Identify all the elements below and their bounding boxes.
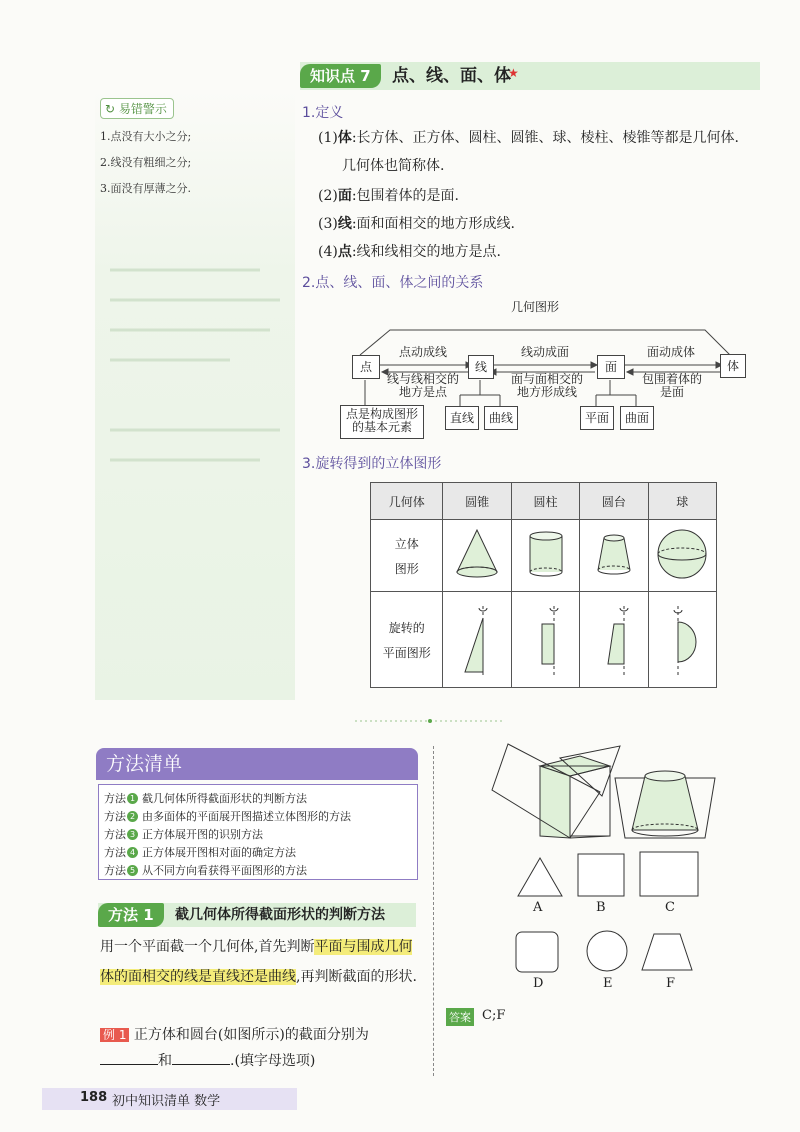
diagram-face-box: 面	[597, 355, 625, 379]
diagram-solid-box: 体	[720, 354, 746, 378]
answer-shapes-figure	[510, 850, 730, 990]
cone-plane-cell	[443, 592, 511, 688]
diagram-curve-box: 曲线	[484, 406, 518, 430]
cube-cut-figure	[490, 738, 730, 858]
diagram-top-label: 几何图形	[510, 300, 559, 314]
star-icon: ★	[508, 66, 519, 80]
para-text: ,再判断截面的形状.	[296, 969, 417, 985]
table-header: 圆台	[580, 483, 648, 520]
table-header: 圆锥	[443, 483, 511, 520]
section-divider	[355, 719, 505, 723]
frustum-plane-cell	[580, 592, 648, 688]
section-heading-definition: 1.定义	[302, 105, 344, 121]
warning-item-2: 2.线没有粗细之分;	[100, 156, 192, 169]
method-label: 方法	[104, 792, 126, 805]
table-header: 圆柱	[511, 483, 579, 520]
frustum-icon	[584, 524, 644, 584]
refresh-icon: ↻	[105, 102, 116, 116]
diagram-point-definition-box: 点是构成图形的基本元素	[340, 405, 424, 439]
method-list-item	[104, 808, 351, 824]
answer-blank-2[interactable]	[172, 1050, 230, 1065]
row-label-solid	[371, 520, 443, 592]
circle-shape	[587, 931, 627, 971]
definition-point	[318, 242, 501, 262]
method-number-icon: 5	[127, 865, 138, 876]
diagram-line-box: 线	[468, 355, 494, 379]
method-list-item	[104, 826, 263, 842]
def-text: :线和线相交的地方是点.	[351, 244, 502, 260]
trapezoid-shape	[642, 934, 692, 970]
cone-solid-cell	[443, 520, 511, 592]
knowledge-point-badge: 知识点 7	[300, 64, 381, 88]
answer-badge: 答案	[446, 1008, 474, 1026]
method-text: 截几何体所得截面形状的判断方法	[142, 792, 307, 805]
triangle-shape	[518, 858, 562, 896]
def-num: (2)	[318, 188, 338, 204]
semicircle-rotation-icon	[652, 596, 712, 680]
method-list-item	[104, 862, 307, 878]
def-num: (3)	[318, 216, 338, 232]
diagram-plane-box: 平面	[580, 406, 614, 430]
shape-label-e: E	[603, 976, 613, 991]
cylinder-icon	[516, 524, 576, 584]
definition-solid	[318, 128, 739, 148]
row-label-line: 图形	[394, 561, 419, 576]
method-label: 方法	[104, 810, 126, 823]
example-badge: 例 1	[100, 1028, 129, 1042]
def-term: 体	[337, 130, 352, 146]
answer-text: C;F	[482, 1008, 506, 1023]
sphere-solid-cell	[648, 520, 716, 592]
def-text: :面和面相交的地方形成线.	[351, 216, 516, 232]
row-label-line: 旋转的	[388, 620, 425, 635]
table-header: 几何体	[371, 483, 443, 520]
rectangle-shape	[640, 852, 698, 896]
method-1-badge: 方法 1	[98, 903, 164, 927]
diagram-back-face-to-line: 面与面相交的地方形成线	[510, 372, 583, 399]
method-label: 方法	[104, 846, 126, 859]
sphere-plane-cell	[648, 592, 716, 688]
shape-label-d: D	[533, 976, 544, 991]
def-num: (4)	[318, 244, 338, 260]
column-divider	[433, 746, 434, 1076]
method-label: 方法	[104, 864, 126, 877]
method-number-icon: 4	[127, 847, 138, 858]
diagram-point-box: 点	[352, 355, 380, 379]
def-num: (1)	[318, 130, 338, 146]
example-text: 正方体和圆台(如图所示)的截面分别为	[133, 1027, 369, 1043]
highlighted-text: 平面与围成几何体的面相交的线是直线还是曲线	[100, 939, 413, 985]
rounded-square-shape	[516, 932, 558, 972]
answer-blank-1[interactable]	[100, 1050, 158, 1065]
warning-label: 易错警示	[118, 102, 167, 116]
row-label-plane	[371, 592, 443, 688]
def-term: 线	[337, 216, 352, 232]
cylinder-solid-cell	[511, 520, 579, 592]
method-text: 正方体展开图相对面的确定方法	[142, 846, 296, 859]
warning-item-3: 3.面没有厚薄之分.	[100, 182, 191, 195]
method-1-title: 截几何体所得截面形状的判断方法	[175, 907, 385, 923]
diagram-edge-face-to-solid: 面动成体	[646, 345, 695, 359]
method-number-icon: 3	[127, 829, 138, 840]
def-term: 面	[337, 188, 352, 204]
method-text: 正方体展开图的识别方法	[142, 828, 263, 841]
diagram-back-solid-to-face: 包围着体的是面	[642, 372, 703, 399]
method-label: 方法	[104, 828, 126, 841]
book-title: 初中知识清单 数学	[112, 1094, 221, 1109]
rotation-table	[370, 482, 717, 688]
shape-label-c: C	[665, 900, 675, 915]
para-text: 用一个平面截一个几何体,首先判断	[100, 939, 315, 955]
example-1	[100, 1022, 425, 1074]
def-text: :长方体、正方体、圆柱、圆锥、球、棱柱、棱锥等都是几何体.	[351, 130, 740, 146]
definition-solid-cont: 几何体也简称体.	[342, 158, 445, 174]
definition-face	[318, 186, 459, 206]
shape-label-a: A	[533, 900, 543, 915]
method-number-icon: 2	[127, 811, 138, 822]
trapezoid-rotation-icon	[584, 596, 644, 680]
shape-label-f: F	[666, 976, 676, 991]
diagram-edge-point-to-line: 点动成线	[398, 345, 447, 359]
method-text: 从不同方向看获得平面图形的方法	[142, 864, 307, 877]
frustum-solid-cell	[580, 520, 648, 592]
definition-line	[318, 214, 515, 234]
knowledge-point-title: 点、线、面、体	[392, 66, 511, 86]
shape-label-b: B	[596, 900, 606, 915]
section-heading-relation: 2.点、线、面、体之间的关系	[302, 275, 484, 291]
triangle-rotation-icon	[447, 596, 507, 680]
cylinder-plane-cell	[511, 592, 579, 688]
method-list-item	[104, 790, 307, 806]
diagram-straight-line-box: 直线	[445, 406, 479, 430]
warning-item-1: 1.点没有大小之分;	[100, 130, 192, 143]
def-term: 点	[337, 244, 352, 260]
method-text: 由多面体的平面展开图描述立体图形的方法	[142, 810, 351, 823]
sidebar-ghost-marks	[110, 260, 290, 660]
page-number: 188	[80, 1090, 108, 1105]
cone-icon	[447, 524, 507, 584]
method-list-banner: 方法清单	[96, 748, 418, 780]
warning-badge	[100, 98, 174, 119]
method-1-paragraph	[100, 932, 425, 992]
section-heading-rotation: 3.旋转得到的立体图形	[302, 456, 442, 472]
table-header: 球	[648, 483, 716, 520]
sphere-icon	[652, 524, 712, 584]
and-text: 和	[158, 1053, 172, 1069]
square-shape	[578, 854, 624, 896]
diagram-back-line-to-point: 线与线相交的地方是点	[386, 372, 459, 399]
method-number-icon: 1	[127, 793, 138, 804]
method-list-item	[104, 844, 296, 860]
rectangle-rotation-icon	[516, 596, 576, 680]
diagram-edge-line-to-face: 线动成面	[520, 345, 569, 359]
row-label-line: 平面图形	[382, 645, 431, 660]
def-text: :包围着体的是面.	[351, 188, 460, 204]
row-label-line: 立体	[394, 536, 419, 551]
example-tail: .(填字母选项)	[230, 1053, 316, 1069]
diagram-curved-face-box: 曲面	[620, 406, 654, 430]
